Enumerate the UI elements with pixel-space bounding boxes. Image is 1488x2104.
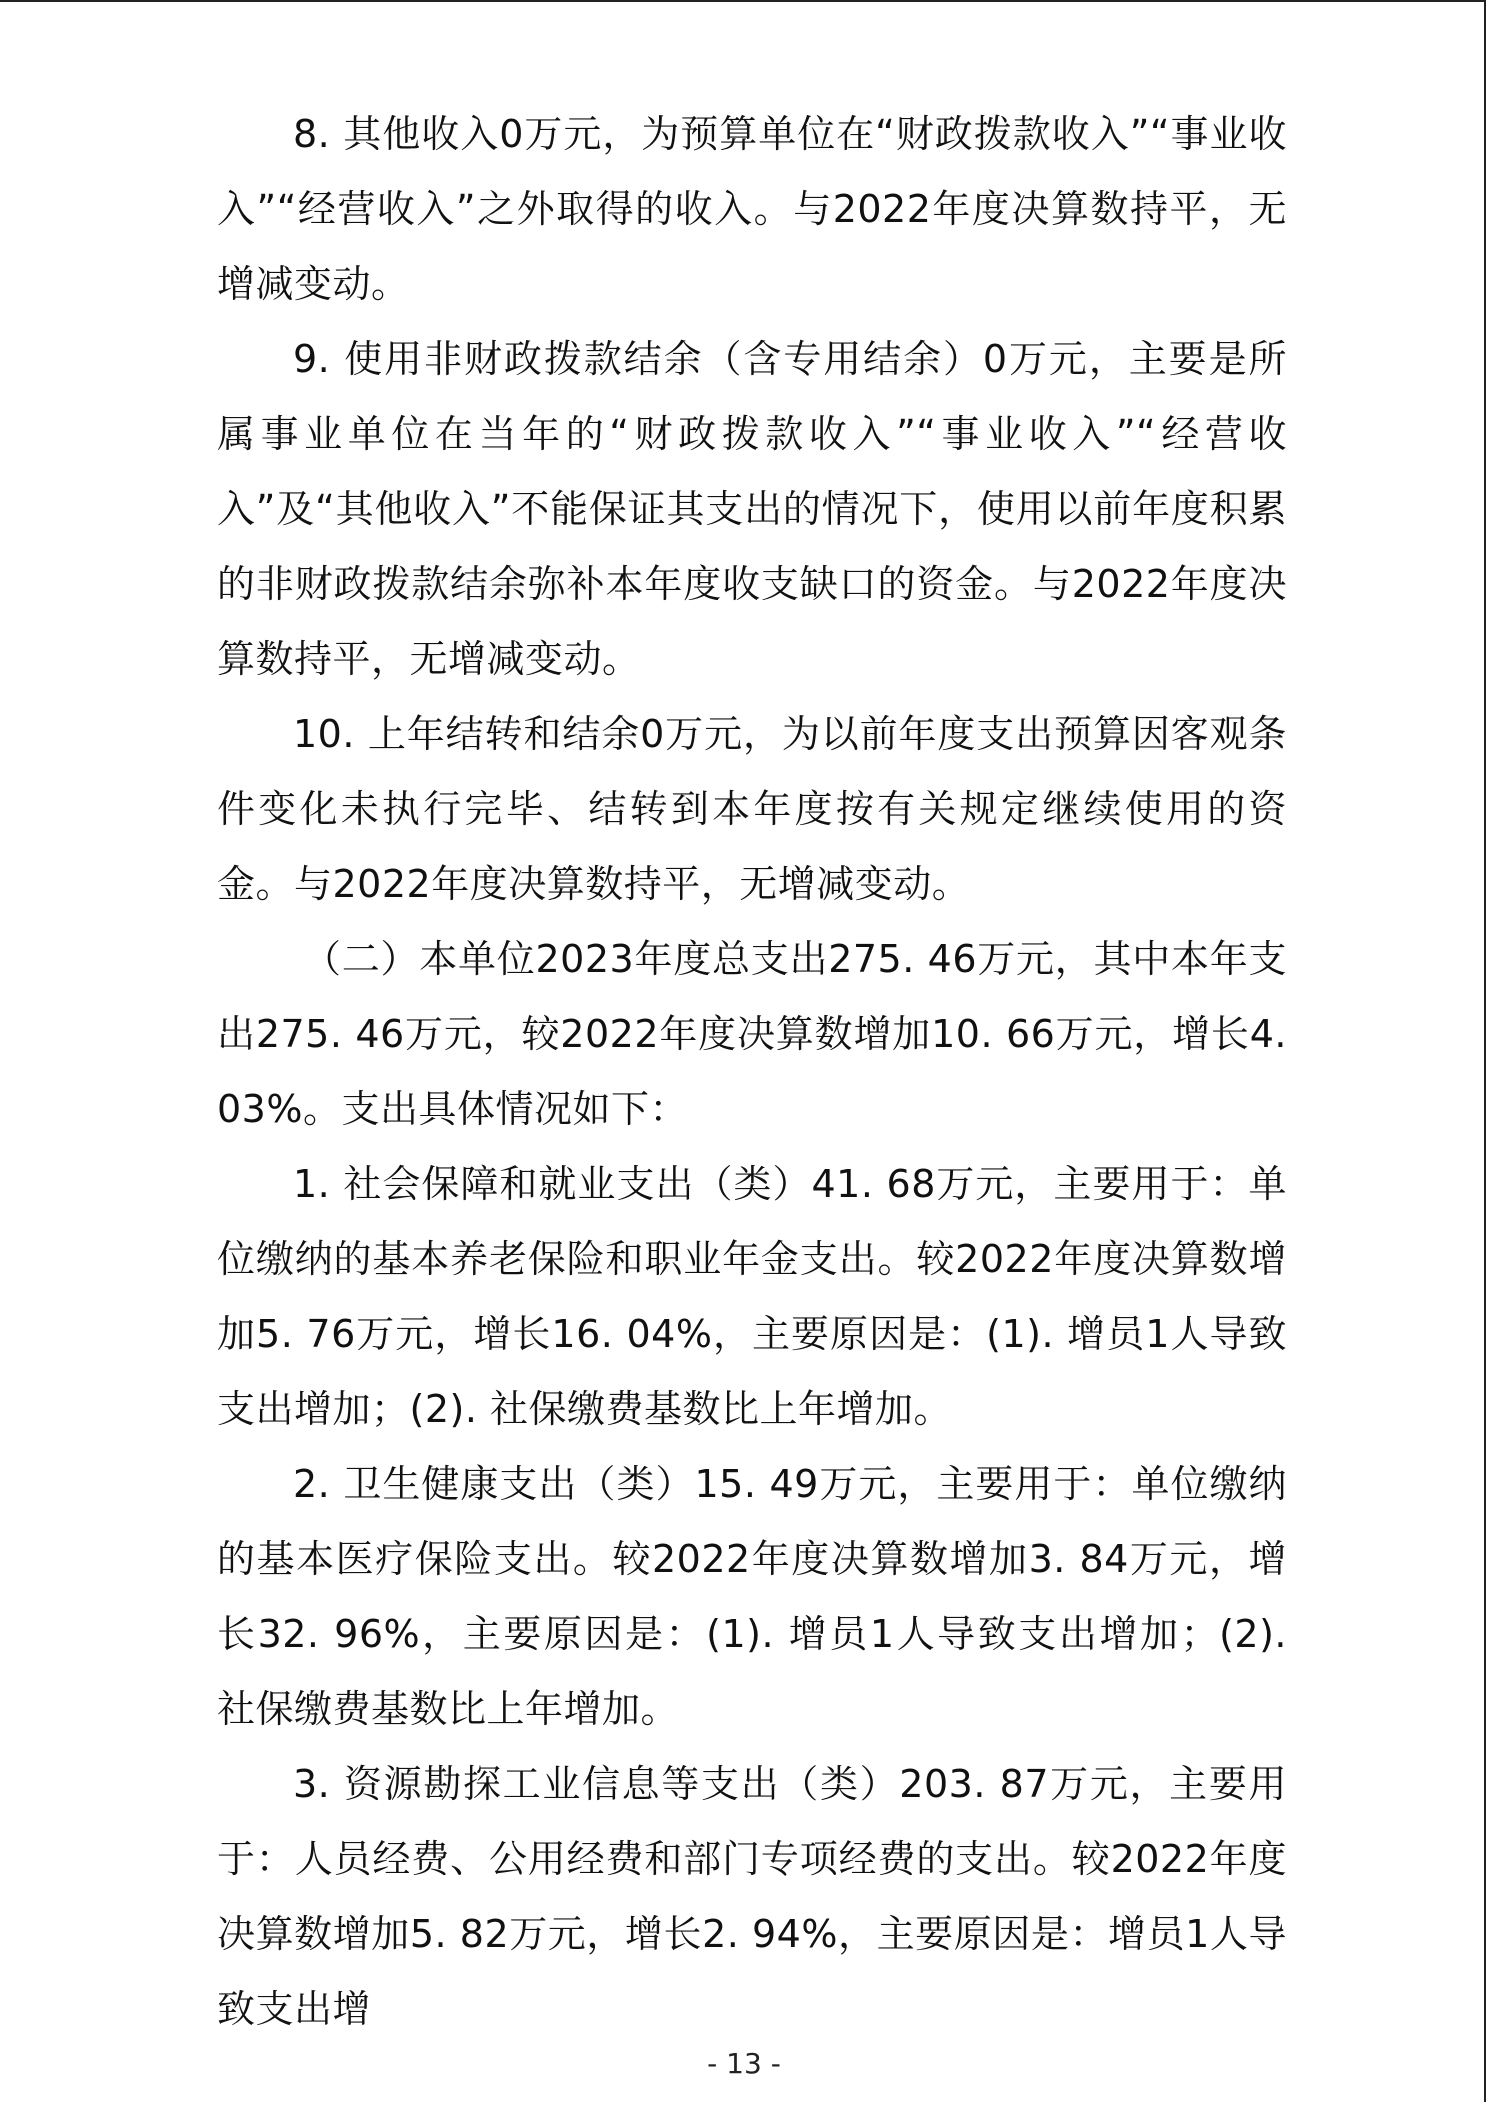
- paragraph-total-expenditure: （二）本单位2023年度总支出275. 46万元，其中本年支出275. 46万元，较2022年度决算数增加10. 66万元，增长4. 03%。支出具体情况如下：: [217, 937, 1287, 1131]
- page-number: - 13 -: [707, 2047, 781, 2080]
- paragraph-social-security-expenditure: 1. 社会保障和就业支出（类）41. 68万元，主要用于：单位缴纳的基本养老保险和职业年金支出。较2022年度决算数增加5. 76万元，增长16. 04%，主要原因是：(1). 增员1人导致支出增加；(2). 社保缴费基数比上年增加。: [217, 1162, 1287, 1431]
- paragraph-non-fiscal-balance: 9. 使用非财政拨款结余（含专用结余）0万元，主要是所属事业单位在当年的“财政拨款收入”“事业收入”“经营收入”及“其他收入”不能保证其支出的情况下，使用以前年度积累的非财政拨款结余弥补本年度收支缺口的资金。与2022年度决算数持平，无增减变动。: [217, 337, 1287, 681]
- paragraph-prior-year-carryover: 10. 上年结转和结余0万元，为以前年度支出预算因客观条件变化未执行完毕、结转到本年度按有关规定继续使用的资金。与2022年度决算数持平，无增减变动。: [217, 712, 1287, 906]
- body-text: [217, 97, 1287, 2047]
- paragraph-resource-industry-expenditure: 3. 资源勘探工业信息等支出（类）203. 87万元，主要用于：人员经费、公用经费和部门专项经费的支出。较2022年度决算数增加5. 82万元，增长2. 94%，主要原因是：增员1人导致支出增: [217, 1762, 1287, 2031]
- paragraph-health-expenditure: 2. 卫生健康支出（类）15. 49万元，主要用于：单位缴纳的基本医疗保险支出。较2022年度决算数增加3. 84万元，增长32. 96%，主要原因是：(1). 增员1人导致支出增加；(2). 社保缴费基数比上年增加。: [217, 1462, 1287, 1731]
- paragraph-other-income: 8. 其他收入0万元，为预算单位在“财政拨款收入”“事业收入”“经营收入”之外取得的收入。与2022年度决算数持平，无增减变动。: [217, 112, 1287, 306]
